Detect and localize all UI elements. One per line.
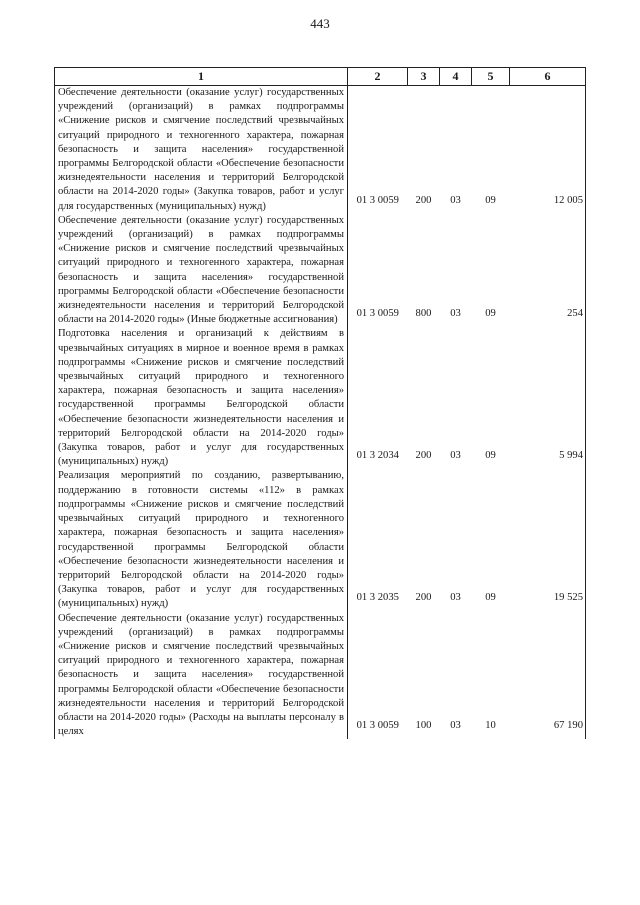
table-row (55, 469, 586, 611)
description-text: Обеспечение деятельности (оказание услуг) государственных учреждений (организаций) в рамках подпрограммы «Снижение рисков и смягчение последствий чрезвычайных ситуаций природного и техногенного характера, пожарная безопасность и защита населения» государственной программы Белгородской области «Обеспечение безопасности жизнедеятельности населения и территорий Белгородской области на 2014-2020 годы» (Расходы на выплаты персоналу в целях (58, 612, 344, 738)
row-description (55, 214, 348, 328)
target-code: 01 3 0059 (356, 720, 399, 732)
row-description (55, 612, 348, 740)
subsection-code: 09 (485, 308, 496, 320)
expense-type: 200 (415, 194, 432, 206)
column-header-6: 6 (510, 68, 586, 86)
description-text: Обеспечение деятельности (оказание услуг) государственных учреждений (организаций) в рамках подпрограммы «Снижение рисков и смягчение последствий чрезвычайных ситуаций природного и техногенного характера, пожарная безопасность и защита населения» государственной программы Белгородской области «Обеспечение безопасности жизнедеятельности населения и территорий Белгородской области на 2014-2020 годы» (Иные бюджетные ассигнования) (58, 214, 344, 326)
expense-type: 200 (415, 450, 432, 462)
row-description (55, 86, 348, 214)
target-code: 01 3 0059 (356, 308, 399, 320)
column-header-4: 4 (440, 68, 472, 86)
target-code: 01 3 0059 (356, 194, 399, 206)
target-code: 01 3 2034 (356, 450, 399, 462)
section-code: 03 (450, 450, 461, 462)
amount: 12 005 (510, 86, 586, 214)
amount: 19 525 (510, 469, 586, 611)
expense-type: 100 (415, 720, 432, 732)
subsection-code: 09 (485, 194, 496, 206)
subsection-code: 09 (485, 592, 496, 604)
page-number: 443 (310, 16, 330, 31)
section-code: 03 (450, 194, 461, 206)
row-description (55, 327, 348, 469)
amount: 5 994 (510, 327, 586, 469)
row-description (55, 469, 348, 611)
section-code: 03 (450, 308, 461, 320)
column-header-5: 5 (472, 68, 510, 86)
section-code: 03 (450, 592, 461, 604)
expense-type: 200 (415, 592, 432, 604)
expense-type: 800 (415, 308, 432, 320)
budget-table (54, 67, 586, 739)
description-text: Реализация мероприятий по созданию, развертыванию, поддержанию в готовности системы «112» в рамках подпрограммы «Снижение рисков и смягчение последствий чрезвычайных ситуаций природного и техногенного характера, пожарная безопасность и защита населения» государственной программы Белгородской области «Обеспечение безопасности жизнедеятельности населения и территорий Белгородской области на 2014-2020 годы» (Закупка товаров, работ и услуг для государственных (муниципальных) нужд) (58, 470, 344, 610)
table-row (55, 327, 586, 469)
column-header-1: 1 (55, 68, 348, 86)
amount: 254 (510, 214, 586, 328)
description-text: Подготовка населения и организаций к действиям в чрезвычайных ситуациях в мирное и военное время в рамках подпрограммы «Снижение рисков и смягчение последствий чрезвычайных ситуаций природного и техногенного характера, пожарная безопасность и защита населения» государственной программы Белгородской области «Обеспечение безопасности жизнедеятельности населения и территорий Белгородской области на 2014-2020 годы» (Закупка товаров, работ и услуг для государственных (муниципальных) нужд) (58, 328, 344, 468)
amount: 67 190 (510, 612, 586, 740)
target-code: 01 3 2035 (356, 592, 399, 604)
table-row (55, 86, 586, 214)
subsection-code: 09 (485, 450, 496, 462)
subsection-code: 10 (485, 720, 496, 732)
section-code: 03 (450, 720, 461, 732)
table-header-row (55, 68, 586, 86)
column-header-3: 3 (408, 68, 440, 86)
table-row (55, 612, 586, 740)
column-header-2: 2 (348, 68, 408, 86)
table-row (55, 214, 586, 328)
description-text: Обеспечение деятельности (оказание услуг) государственных учреждений (организаций) в рамках подпрограммы «Снижение рисков и смягчение последствий чрезвычайных ситуаций природного и техногенного характера, пожарная безопасность и защита населения» государственной программы Белгородской области «Обеспечение безопасности жизнедеятельности населения и территорий Белгородской области на 2014-2020 годы» (Закупка товаров, работ и услуг для государственных (муниципальных) нужд) (58, 87, 344, 212)
